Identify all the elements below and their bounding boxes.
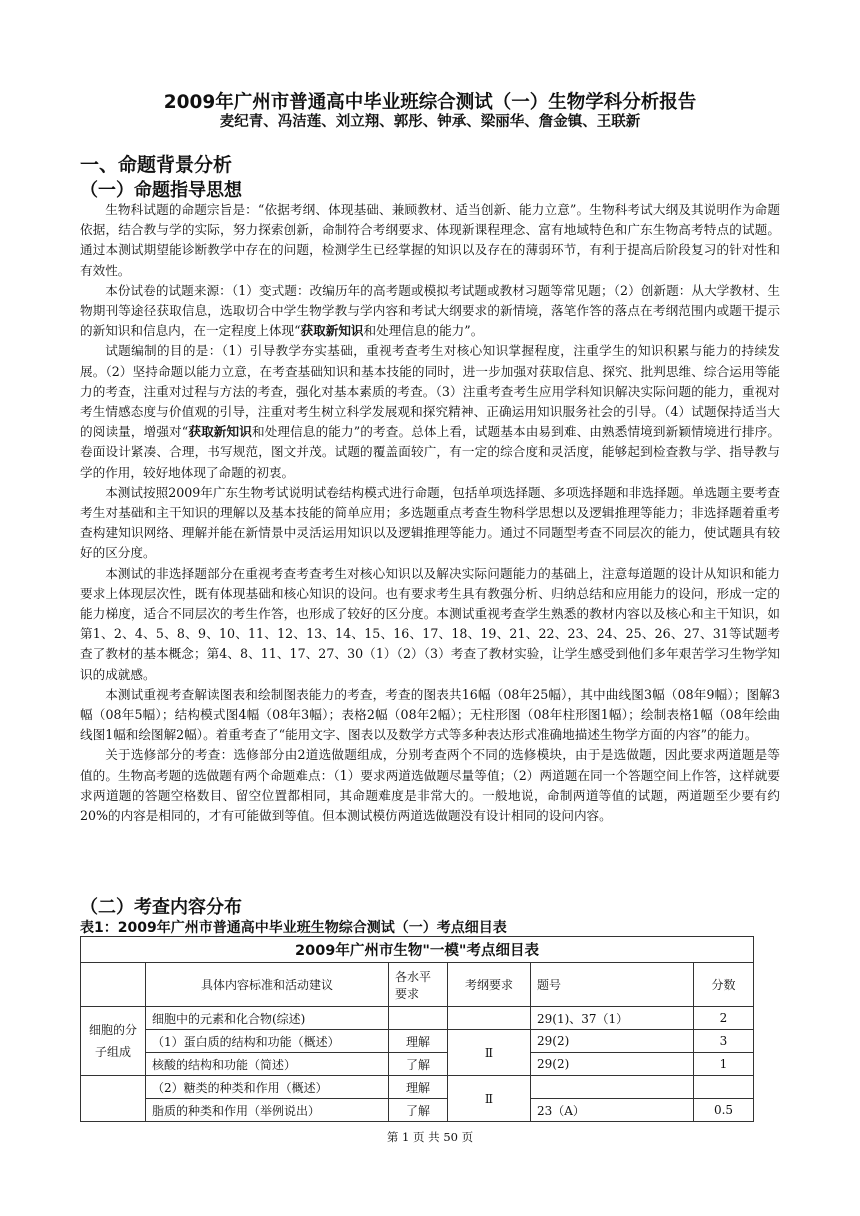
paragraph-2: 本份试卷的试题来源：（1）变式题：改编历年的高考题或模拟考试题或教材习题等常见题；（2）创新题：从大学教材、生物期刊等途径获取信息，选取切合中学生物学教与学内容和考试大纲要求的新情境，落笔作答的落点在考纲范围内或题干提示的新知识和信息内，在一定程度上体现“获取新知识和处理信息的能力”。: [80, 282, 780, 339]
section-heading-1-1: （一）命题指导思想: [80, 180, 242, 201]
paragraph-7: 关于选修部分的考查：选修部分由2道选做题组成，分别考查两个不同的选修模块，由于是选做题，因此要求两道题是等值的。生物高考题的选做题有两个命题难点：（1）要求两道选做题尽量等值；（2）两道题在同一个答题空间上作答，这样就要求两道题的答题空格数目、留空位置都相同，其命题难度是非常大的。一般地说，命制两道等值的试题，两道题至少要有约20%的内容是相同的，才有可能做到等值。但本测试模仿两道选做题没有设计相同的设问内容。: [80, 747, 780, 824]
table-header-qno: 题号: [531, 963, 694, 1007]
bold-phrase: 获取新知识: [188, 424, 252, 440]
table-row: 细胞的分子组成 细胞中的元素和化合物(综述) 29(1)、37（1） 2: [81, 1007, 754, 1030]
table-row: 核酸的结构和功能（简述） 了解 29(2) 1: [81, 1053, 754, 1076]
document-title: 2009年广州市普通高中毕业班综合测试（一）生物学科分析报告: [163, 92, 697, 113]
table-row: （1）蛋白质的结构和功能（概述） 理解 Ⅱ 29(2) 3: [81, 1030, 754, 1053]
table-row: （2）糖类的种类和作用（概述） 理解 Ⅱ: [81, 1076, 754, 1099]
table-title: 2009年广州市生物"一模"考点细目表: [81, 937, 754, 963]
paragraph-1: 生物科试题的命题宗旨是：“依据考纲、体现基础、兼顾教材、适当创新、能力立意”。生物科考试大纲及其说明作为命题依据，结合教与学的实际，努力探索创新，命制符合考纲要求、体现新课程理念、富有地域特色和广东生物高考特点的试题。通过本测试期望能诊断教学中存在的问题，检测学生已经掌握的知识以及存在的薄弱环节，有利于提高后阶段复习的针对性和有效性。: [80, 202, 780, 278]
table-header-req: 考纲要求: [448, 963, 531, 1007]
table-header-level: 各水平要求: [389, 963, 448, 1007]
body-text: [80, 200, 780, 826]
bold-phrase: 获取新知识: [300, 323, 364, 339]
exam-points-table: [80, 936, 754, 1122]
section-heading-1-2: （二）考查内容分布: [80, 897, 242, 918]
table-caption: 表1：2009年广州市普通高中毕业班生物综合测试（一）考点细目表: [80, 920, 507, 936]
table-header-empty: [81, 963, 146, 1007]
page-footer: 第 1 页 共 50 页: [386, 1130, 474, 1144]
table-header-content: 具体内容标准和活动建议: [146, 963, 389, 1007]
table-header-score: 分数: [694, 963, 754, 1007]
paragraph-6: 本测试重视考查解读图表和绘制图表能力的考查，考查的图表共16幅（08年25幅），其中曲线图3幅（08年9幅）；图解3幅（08年5幅）；结构模式图4幅（08年3幅）；表格2幅（08年2幅）；无柱形图（08年柱形图1幅）；绘制表格1幅（08年绘曲线图1幅和绘图解2幅）。着重考查了“能用文字、图表以及数学方式等多种表达形式准确地描述生物学方面的内容”的能力。: [80, 686, 780, 743]
table-group-cell: 细胞的分子组成: [81, 1007, 146, 1076]
section-heading-1: 一、命题背景分析: [80, 154, 233, 176]
paragraph-5: 本测试的非选择题部分在重视考查考查考生对核心知识以及解决实际问题能力的基础上，注意每道题的设计从知识和能力要求上体现层次性，既有体现基础和核心知识的设问。也有要求考生具有教强分析、归纳总结和应用能力的设问，形成一定的能力梯度，适合不同层次的考生作答，也形成了较好的区分度。本测试重视考查学生熟悉的教材内容以及核心和主干知识，如第1、2、4、5、8、9、10、11、12、13、14、15、16、17、18、19、21、22、23、24、25、26、27、31等试题考查了教材的基本概念；第4、8、11、17、27、30（1）（2）（3）考查了教材实验，让学生感受到他们多年艰苦学习生物学知识的成就感。: [80, 565, 780, 682]
paragraph-4: 本测试按照2009年广东生物考试说明试卷结构模式进行命题，包括单项选择题、多项选择题和非选择题。单选题主要考查考生对基础和主干知识的理解以及基本技能的简单应用；多选题重点考查生物科学思想以及逻辑推理等能力；非选择题着重考查构建知识网络、理解并能在新情景中灵活运用知识以及逻辑推理等能力。通过不同题型考查不同层次的能力，使试题具有较好的区分度。: [80, 484, 780, 561]
paragraph-3: 试题编制的目的是：（1）引导教学夯实基础，重视考查考生对核心知识掌握程度，注重学生的知识积累与能力的持续发展。（2）坚持命题以能力立意，在考查基础知识和基本技能的同时，进一步加强对获取信息、探究、批判思维、综合运用等能力的考查，注重对过程与方法的考查，强化对基本素质的考查。（3）注重考查考生应用学科知识解决实际问题的能力，重视对考生情感态度与价值观的引导，注重对考生树立科学发展观和探究精神、正确运用知识服务社会的引导。（4）试题保持适当大的阅读量，增强对“获取新知识和处理信息的能力”的考查。总体上看，试题基本由易到难、由熟悉情境到新颖情境进行排序。卷面设计紧凑、合理，书写规范，图文并茂。试题的覆盖面较广，有一定的综合度和灵活度，能够起到检查教与学、指导教与学的作用，较好地体现了命题的初衷。: [80, 343, 780, 480]
authors-line: 麦纪青、冯洁莲、刘立翔、郭彤、钟承、梁丽华、詹金镇、王联新: [219, 114, 641, 130]
table-row: 脂质的种类和作用（举例说出） 了解 23（A） 0.5: [81, 1099, 754, 1122]
